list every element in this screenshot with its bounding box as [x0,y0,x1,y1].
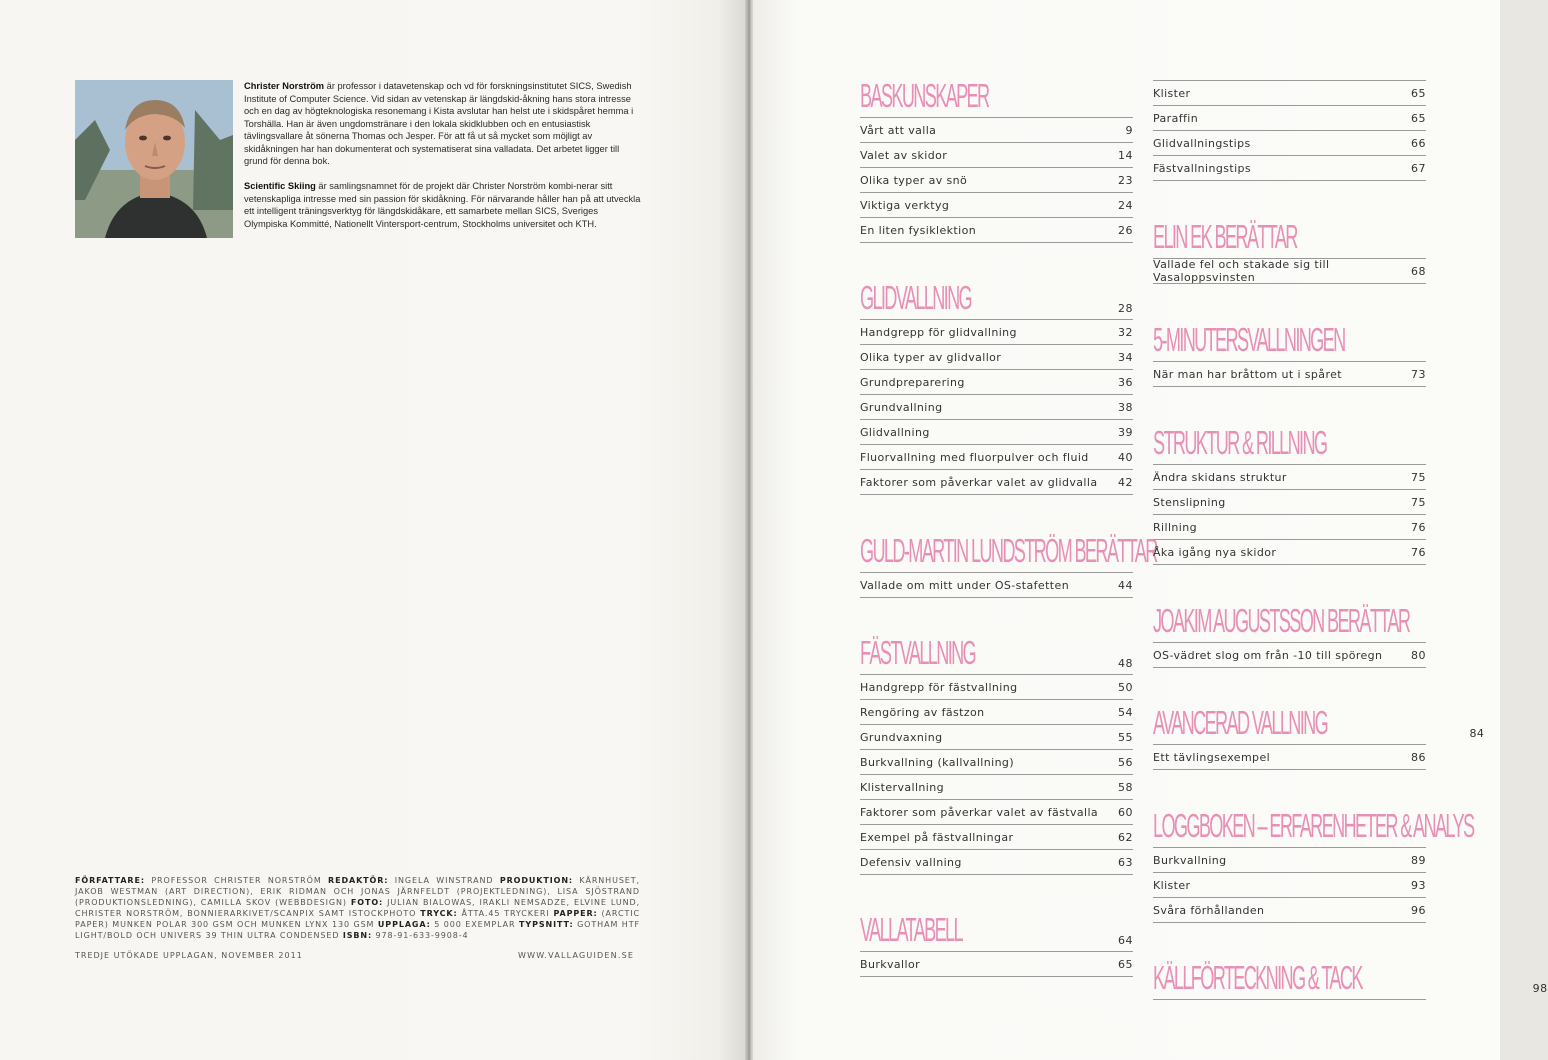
toc-entry[interactable] [860,775,1133,800]
toc-entry[interactable] [860,850,1133,875]
toc-entry-page: 65 [1411,86,1426,100]
toc-entry-title: Glidvallningstips [1153,136,1251,150]
toc-heading-text: ELIN EK BERÄTTAR [1153,218,1297,255]
toc-entry-page: 42 [1118,475,1133,489]
toc-entry[interactable] [860,118,1133,143]
credit-value: 978-91-633-9908-4 [372,931,469,940]
toc-heading-text: LOGGBOKEN – ERFARENHETER & ANALYS [1153,807,1474,844]
toc-entry-page: 76 [1411,520,1426,534]
toc-heading-text: VALLATABELL [860,911,962,948]
toc-entry-page: 26 [1118,223,1133,237]
toc-entry-page: 75 [1411,495,1426,509]
credit-label: TRYCK: [420,909,458,918]
toc-entry[interactable] [1153,81,1426,106]
toc-entry[interactable] [1153,362,1426,387]
toc-entry-title: Stenslipning [1153,495,1226,509]
toc-entry[interactable] [860,345,1133,370]
toc-entry-page: 24 [1118,198,1133,212]
toc-section-heading[interactable] [860,278,1133,320]
toc-entry-title: Grundvallning [860,400,943,414]
toc-entry-title: Olika typer av snö [860,173,968,187]
toc-section-heading[interactable] [860,910,1133,952]
toc-entry-title: Burkvallor [860,957,921,971]
credit-label: PRODUKTION: [499,876,574,885]
toc-entry-title: Åka igång nya skidor [1153,545,1277,559]
toc-entry-page: 65 [1118,957,1133,971]
credit-value: GOTHAM HTF LIGHT/BOLD OCH UNIVERS 39 THIN ULTRA CONDENSED [75,920,640,940]
toc-entry[interactable] [1153,465,1426,490]
toc-entry[interactable] [860,420,1133,445]
toc-entry-page: 40 [1118,450,1133,464]
toc-entry[interactable] [1153,515,1426,540]
toc-entry[interactable] [860,800,1133,825]
toc-entry-page: 76 [1411,545,1426,559]
toc-entry-title: Handgrepp för fästvallning [860,680,1018,694]
credit-label: ISBN: [342,931,373,940]
toc-entry-page: 32 [1118,325,1133,339]
toc-entry-title: Faktorer som påverkar valet av fästvalla [860,805,1099,819]
credit-label: FÖRFATTARE: [75,876,145,885]
credit-value: JULIAN BIALOWAS, IRAKLI NEMSADZE, ELVINE LUND, CHRISTER NORSTRÖM, BONNIERARKIVET/SCANPIX SAMT ISTOCKPHOTO [75,898,640,918]
toc-section [1153,958,1548,1000]
toc-entry[interactable] [860,445,1133,470]
toc-section-heading[interactable] [1153,216,1426,258]
toc-entry-page: 67 [1411,161,1426,175]
toc-entry[interactable] [1153,131,1426,156]
colophon-credits [75,875,640,941]
toc-heading-page: 64 [1118,934,1133,947]
toc-entry-title: När man har bråttom ut i spåret [1153,367,1343,381]
toc-entry-title: Klistervallning [860,780,945,794]
toc-entry[interactable] [1153,643,1426,668]
toc-heading-page: 48 [1118,657,1133,670]
toc-entry-title: Svåra förhållanden [1153,903,1265,917]
toc-entry[interactable] [860,470,1133,495]
toc-entry-page: 56 [1118,755,1133,769]
toc-section-heading[interactable] [860,633,1133,675]
toc-entry-page: 96 [1411,903,1426,917]
toc-entry-page: 73 [1411,367,1426,381]
credit-label: TYPSNITT: [519,920,574,929]
toc-heading-text: 5-MINUTERSVALLNINGEN [1153,321,1345,358]
credit-value: ÅTTA.45 TRYCKERI [457,909,554,918]
toc-heading-text: STRUKTUR & RILLNING [1153,424,1327,461]
toc-entry-title: Fästvallningstips [1153,161,1252,175]
toc-entry-page: 14 [1118,148,1133,162]
toc-entry-title: En liten fysiklektion [860,223,977,237]
toc-entry-title: Handgrepp för glidvallning [860,325,1017,339]
toc-section [860,278,1133,495]
toc-entry[interactable] [860,320,1133,345]
toc-entry[interactable] [1153,745,1426,770]
toc-section [1153,703,1485,770]
toc-entry-title: Burkvallning [1153,853,1227,867]
toc-entry[interactable] [860,725,1133,750]
toc-entry-page: 23 [1118,173,1133,187]
toc-entry[interactable] [860,168,1133,193]
toc-entry-page: 50 [1118,680,1133,694]
toc-entry-title: Valet av skidor [860,148,948,162]
credit-label: UPPLAGA: [377,920,431,929]
bio-project-name: Scientific Skiing [244,181,316,191]
toc-entry-title: Rillning [1153,520,1197,534]
credit-label: REDAKTÖR: [328,876,389,885]
toc-entry-page: 55 [1118,730,1133,744]
credit-value: INGELA WINSTRAND [388,876,500,885]
toc-section [1153,805,1474,923]
toc-entry-page: 93 [1411,878,1426,892]
toc-entry-title: Ett tävlingsexempel [1153,750,1271,764]
toc-section-heading[interactable] [1153,319,1426,361]
credit-value: KÄRNHUSET, JAKOB WESTMAN (ART DIRECTION), ERIK RIDMAN OCH JONAS JÄRNFELDT (PROJEKTLEDNING), LISA SJÖSTRAND (PRODUKTIONSLEDNING), CAMILLA SKOV (WEBBDESIGN) [75,876,640,907]
toc-entry-page: 80 [1411,648,1426,662]
toc-section [1153,319,1426,387]
toc-entry[interactable] [860,395,1133,420]
toc-entry[interactable] [1153,156,1426,181]
toc-entry-page: 34 [1118,350,1133,364]
toc-entry-title: Fluorvallning med fluorpulver och fluid [860,450,1089,464]
toc-entry-title: Rengöring av fästzon [860,705,985,719]
left-page [0,0,748,1060]
toc-section [860,530,1157,598]
toc-entry-page: 44 [1118,578,1133,592]
toc-entry-page: 62 [1118,830,1133,844]
toc-entry[interactable] [860,825,1133,850]
toc-entry-title: OS-vädret slog om från -10 till spöregn [1153,648,1383,662]
toc-entry[interactable] [1153,540,1426,565]
toc-entry-title: Grundvaxning [860,730,943,744]
credit-label: FOTO: [350,898,384,907]
toc-heading-page: 84 [1469,727,1485,740]
toc-entry-title: Exempel på fästvallningar [860,830,1014,844]
toc-section [1153,422,1426,565]
toc-entry-title: Olika typer av glidvallor [860,350,1002,364]
toc-entry-title: Viktiga verktyg [860,198,950,212]
author-bio [244,80,642,243]
toc-entry[interactable] [860,573,1133,598]
toc-entry-page: 36 [1118,375,1133,389]
credit-value: PROFESSOR CHRISTER NORSTRÖM [144,876,329,885]
toc-entry-title: Vårt att valla [860,123,937,137]
toc-entry-page: 68 [1411,264,1426,278]
toc-heading-text: GULD-MARTIN LUNDSTRÖM BERÄTTAR [860,532,1157,569]
toc-entry[interactable] [1153,106,1426,131]
toc-section [860,910,1133,977]
toc-entry-page: 38 [1118,400,1133,414]
toc-column-2 [1153,80,1548,1000]
toc-entry[interactable] [860,750,1133,775]
credit-value: (ARCTIC PAPER) MUNKEN POLAR 300 GSM OCH MUNKEN LYNX 130 GSM [75,909,640,929]
toc-heading-text: AVANCERAD VALLNING [1153,704,1328,741]
website-link[interactable]: WWW.VALLAGUIDEN.SE [518,951,635,960]
toc-entry-page: 9 [1125,123,1133,137]
toc-entry-title: Glidvallning [860,425,930,439]
toc-entry[interactable] [860,370,1133,395]
toc-heading-page: 28 [1118,302,1133,315]
toc-entry-title: Klister [1153,86,1191,100]
toc-entry-page: 66 [1411,136,1426,150]
toc-entry-title: Vallade fel och stakade sig till Vasaloppsvinsten [1153,258,1330,284]
toc-entry[interactable] [1153,490,1426,515]
toc-entry-page: 58 [1118,780,1133,794]
toc-section-heading[interactable] [1153,422,1426,464]
toc-entry-title: Burkvallning (kallvallning) [860,755,1015,769]
toc-entry[interactable] [860,143,1133,168]
toc-entry-title: Paraffin [1153,111,1199,125]
toc-heading-text: FÄSTVALLNING [860,634,976,671]
toc-entry-page: 86 [1411,750,1426,764]
toc-entry-page: 63 [1118,855,1133,869]
toc-heading-text: BASKUNSKAPER [860,77,989,114]
toc-section [860,633,1133,875]
bio-text-1: är professor i datavetenskap och vd för forskningsinstitutet SICS, Swedish Institute of Computer Science. Vid sidan av vetenskap är längdskid-åkning hans stora intresse och en dag av högteknologiska resonemang i Kista avslutar han helst ute i skidspåret hemma i Torshälla. Han är även ungdomstränare i den lokala skidklubben och en entusiastisk tävlingsvallare åt sönerna Thomas och Jesper. För att få ut så mycket som möjligt av skidåkningen har han dokumenterat och systematiserat sina valladata. Det arbetet ligger till grund för denna bok. [244,81,634,166]
toc-entry[interactable] [1153,259,1426,284]
toc-entry[interactable] [860,193,1133,218]
toc-heading-text: GLIDVALLNING [860,279,971,316]
toc-section [1153,216,1426,284]
toc-entry-title: Grundpreparering [860,375,965,389]
toc-entry-page: 65 [1411,111,1426,125]
toc-heading-page: 98 [1532,982,1548,995]
bio-text-2: är samlingsnamnet för de projekt där Christer Norström kombi-nerar sitt vetenskapliga intresse med sin passion för skidåkning. För närvarande håller han på att utveckla ett intelligent träningsverktyg för längdskidåkare, ett samarbete mellan SICS, Sveriges Olympiska Kommitté, Nationellt Vintersport-centrum, Stockholms universitet och KTH. [244,181,641,229]
toc-heading-text: JOAKIM AUGUSTSSON BERÄTTAR [1153,602,1410,639]
toc-heading-text: KÄLLFÖRTECKNING & TACK [1153,959,1362,996]
credit-value: 5 000 EXEMPLAR [430,920,520,929]
bio-paragraph-2 [244,180,642,230]
toc-entry-title: Faktorer som påverkar valet av glidvalla [860,475,1098,489]
credit-label: PAPPER: [553,909,598,918]
toc-section-heading[interactable] [1153,805,1474,847]
author-photo [75,80,233,238]
toc-section-heading[interactable] [860,530,1157,572]
toc-entry-title: Klister [1153,878,1191,892]
toc-entry-page: 75 [1411,470,1426,484]
toc-entry-page: 39 [1118,425,1133,439]
toc-section-heading[interactable] [1153,600,1426,642]
toc-section [860,76,1133,243]
toc-entry[interactable] [1153,873,1426,898]
toc-entry[interactable] [1153,848,1426,873]
toc-section-heading[interactable] [860,76,1133,117]
toc-entry[interactable] [860,952,1133,977]
bio-author-name: Christer Norström [244,81,325,91]
toc-entry[interactable] [860,218,1133,243]
toc-entry[interactable] [860,700,1133,725]
toc-entry[interactable] [1153,898,1426,923]
toc-entry-title: Ändra skidans struktur [1153,470,1287,484]
toc-entry-page: 60 [1118,805,1133,819]
toc-section [1153,600,1426,668]
toc-section-heading[interactable] [1153,703,1485,745]
toc-entry-page: 54 [1118,705,1133,719]
toc-entry-title: Defensiv vallning [860,855,962,869]
toc-entry[interactable] [860,675,1133,700]
toc-entry-title: Vallade om mitt under OS-stafetten [860,578,1070,592]
bio-paragraph-1 [244,80,642,168]
edition-note: TREDJE UTÖKADE UPPLAGAN, NOVEMBER 2011 [75,951,303,960]
toc-entry-page: 89 [1411,853,1426,867]
toc-column-1 [860,76,1157,977]
toc-section-heading[interactable] [1153,958,1548,1000]
toc-section [1153,80,1426,181]
